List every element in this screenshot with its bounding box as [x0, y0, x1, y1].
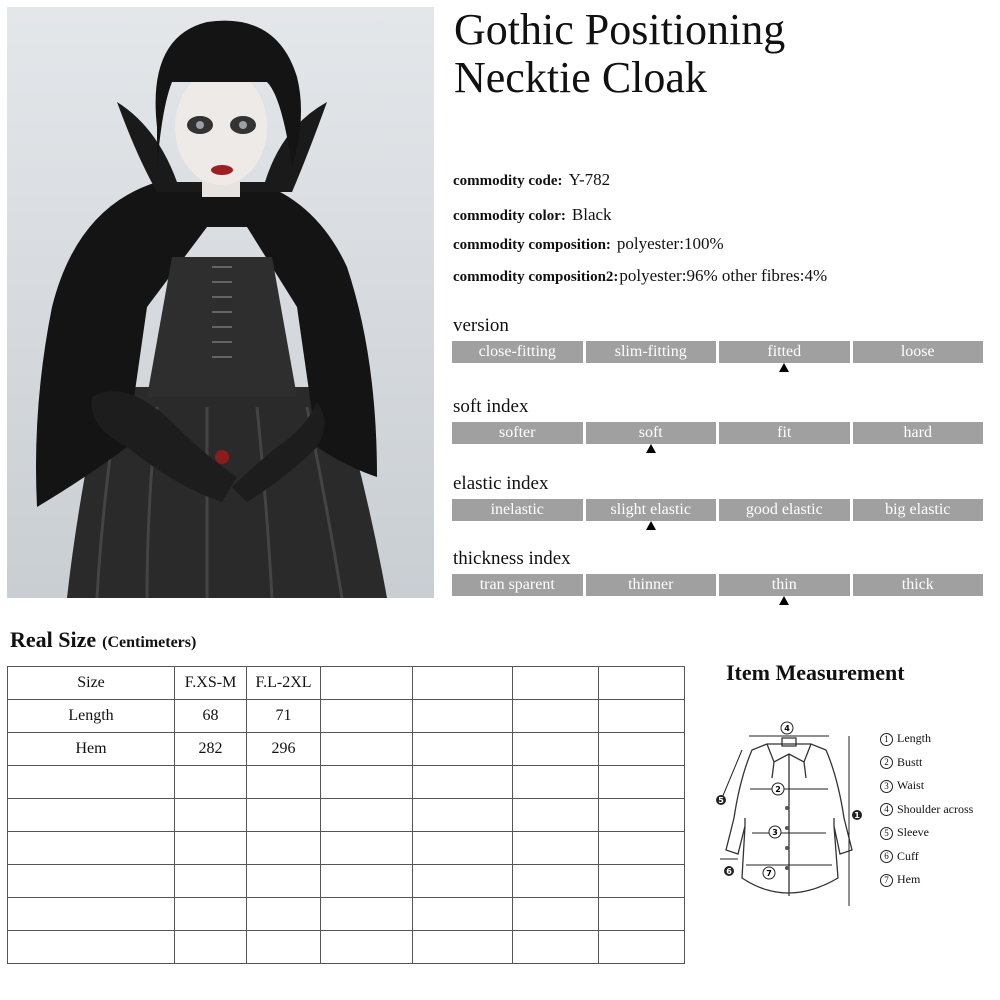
table-header-row: [8, 667, 685, 700]
table-cell-empty: [321, 700, 413, 733]
version-option: fitted: [719, 341, 850, 363]
legend-item: [880, 798, 973, 822]
table-row-empty: [8, 832, 685, 865]
table-cell-empty: [599, 667, 685, 700]
legend-label: Hem: [897, 872, 921, 886]
spec-label: commodity composition2:: [453, 269, 619, 285]
table-cell-empty: [413, 700, 513, 733]
version-title: version: [453, 315, 509, 336]
size-table: [7, 666, 685, 964]
spec-label: commodity code:: [453, 173, 563, 189]
elastic-index-option: big elastic: [853, 499, 984, 521]
soft-index-title: soft index: [453, 396, 529, 417]
legend-item: [880, 821, 973, 845]
table-row-empty: [8, 799, 685, 832]
table-header-cell: F.XS-M: [175, 667, 247, 700]
legend-label: Cuff: [897, 848, 919, 863]
product-photo: [7, 7, 434, 598]
thickness-index-scale: [452, 574, 983, 596]
table-cell-empty: [413, 733, 513, 766]
legend-label: Shoulder across: [897, 801, 974, 816]
legend-number: 6: [880, 850, 893, 863]
elastic-index-selected-marker: [646, 521, 656, 530]
version-scale: [452, 341, 983, 363]
legend-number: 2: [880, 756, 893, 769]
real-size-unit: (Centimeters): [102, 634, 197, 651]
elastic-index-option: slight elastic: [586, 499, 717, 521]
table-cell-empty: [599, 700, 685, 733]
spec-value: Black: [571, 205, 612, 224]
legend-number: 4: [880, 803, 893, 816]
spec-commodity-composition: [453, 234, 724, 254]
model-figure-illustration: [7, 7, 434, 598]
legend-number: 1: [880, 733, 893, 746]
table-cell: 282: [175, 733, 247, 766]
product-title: [454, 6, 785, 102]
svg-text:4: 4: [784, 724, 790, 733]
table-row-empty: [8, 931, 685, 964]
elastic-index-scale: [452, 499, 983, 521]
svg-text:5: 5: [718, 796, 724, 805]
item-measurement-title: Item Measurement: [726, 660, 905, 685]
table-row: [8, 700, 685, 733]
table-cell: Hem: [8, 733, 175, 766]
legend-label: Length: [897, 731, 931, 745]
spec-value: Y-782: [568, 170, 611, 189]
table-cell-empty: [513, 733, 599, 766]
spec-label: commodity composition:: [453, 237, 611, 253]
real-size-title: Real Size: [10, 627, 97, 652]
table-row-empty: [8, 865, 685, 898]
thickness-index-option: thick: [853, 574, 984, 596]
spec-value: polyester:100%: [616, 234, 724, 253]
version-option: slim-fitting: [586, 341, 717, 363]
table-row: [8, 733, 685, 766]
soft-index-option: hard: [853, 422, 984, 444]
elastic-index-option: good elastic: [719, 499, 850, 521]
soft-index-selected-marker: [646, 444, 656, 453]
table-cell-empty: [599, 733, 685, 766]
spec-commodity-color: [453, 205, 612, 225]
measurement-legend: [880, 727, 973, 892]
table-cell-empty: [513, 667, 599, 700]
elastic-index-option: inelastic: [452, 499, 583, 521]
thickness-index-selected-marker: [779, 596, 789, 605]
table-header-cell: Size: [8, 667, 175, 700]
svg-text:6: 6: [726, 867, 732, 876]
legend-item: [880, 868, 973, 892]
table-cell: 296: [247, 733, 321, 766]
table-row-empty: [8, 766, 685, 799]
thickness-index-option: thin: [719, 574, 850, 596]
svg-text:3: 3: [772, 828, 778, 837]
legend-item: [880, 751, 973, 775]
product-title-line1: Gothic Positioning: [454, 5, 786, 54]
thickness-index-option: tran sparent: [452, 574, 583, 596]
legend-label: Waist: [897, 778, 925, 792]
legend-number: 7: [880, 874, 893, 887]
thickness-index-title: thickness index: [453, 548, 571, 569]
spec-value: polyester:96% other fibres:4%: [619, 266, 828, 285]
svg-text:7: 7: [766, 869, 772, 878]
legend-item: [880, 774, 973, 798]
spec-commodity-code: [453, 170, 610, 190]
coat-measurement-diagram: [712, 718, 862, 913]
legend-number: 3: [880, 780, 893, 793]
svg-text:1: 1: [854, 811, 860, 820]
legend-item: [880, 727, 973, 751]
table-row-empty: [8, 898, 685, 931]
spec-label: commodity color:: [453, 208, 566, 224]
table-cell-empty: [513, 700, 599, 733]
table-cell-empty: [413, 667, 513, 700]
thickness-index-option: thinner: [586, 574, 717, 596]
real-size-heading: [10, 627, 196, 653]
soft-index-option: softer: [452, 422, 583, 444]
soft-index-option: fit: [719, 422, 850, 444]
legend-label: Bustt: [897, 754, 923, 769]
soft-index-option: soft: [586, 422, 717, 444]
legend-item: [880, 845, 973, 869]
table-cell: Length: [8, 700, 175, 733]
table-cell-empty: [321, 667, 413, 700]
version-option: loose: [853, 341, 984, 363]
spec-commodity-composition2: [453, 266, 827, 286]
version-option: close-fitting: [452, 341, 583, 363]
elastic-index-title: elastic index: [453, 473, 549, 494]
table-cell: 71: [247, 700, 321, 733]
svg-text:2: 2: [775, 785, 781, 794]
legend-number: 5: [880, 827, 893, 840]
product-title-line2: Necktie Cloak: [454, 53, 707, 102]
table-header-cell: F.L-2XL: [247, 667, 321, 700]
version-selected-marker: [779, 363, 789, 372]
soft-index-scale: [452, 422, 983, 444]
table-cell-empty: [321, 733, 413, 766]
table-cell: 68: [175, 700, 247, 733]
legend-label: Sleeve: [897, 825, 929, 839]
